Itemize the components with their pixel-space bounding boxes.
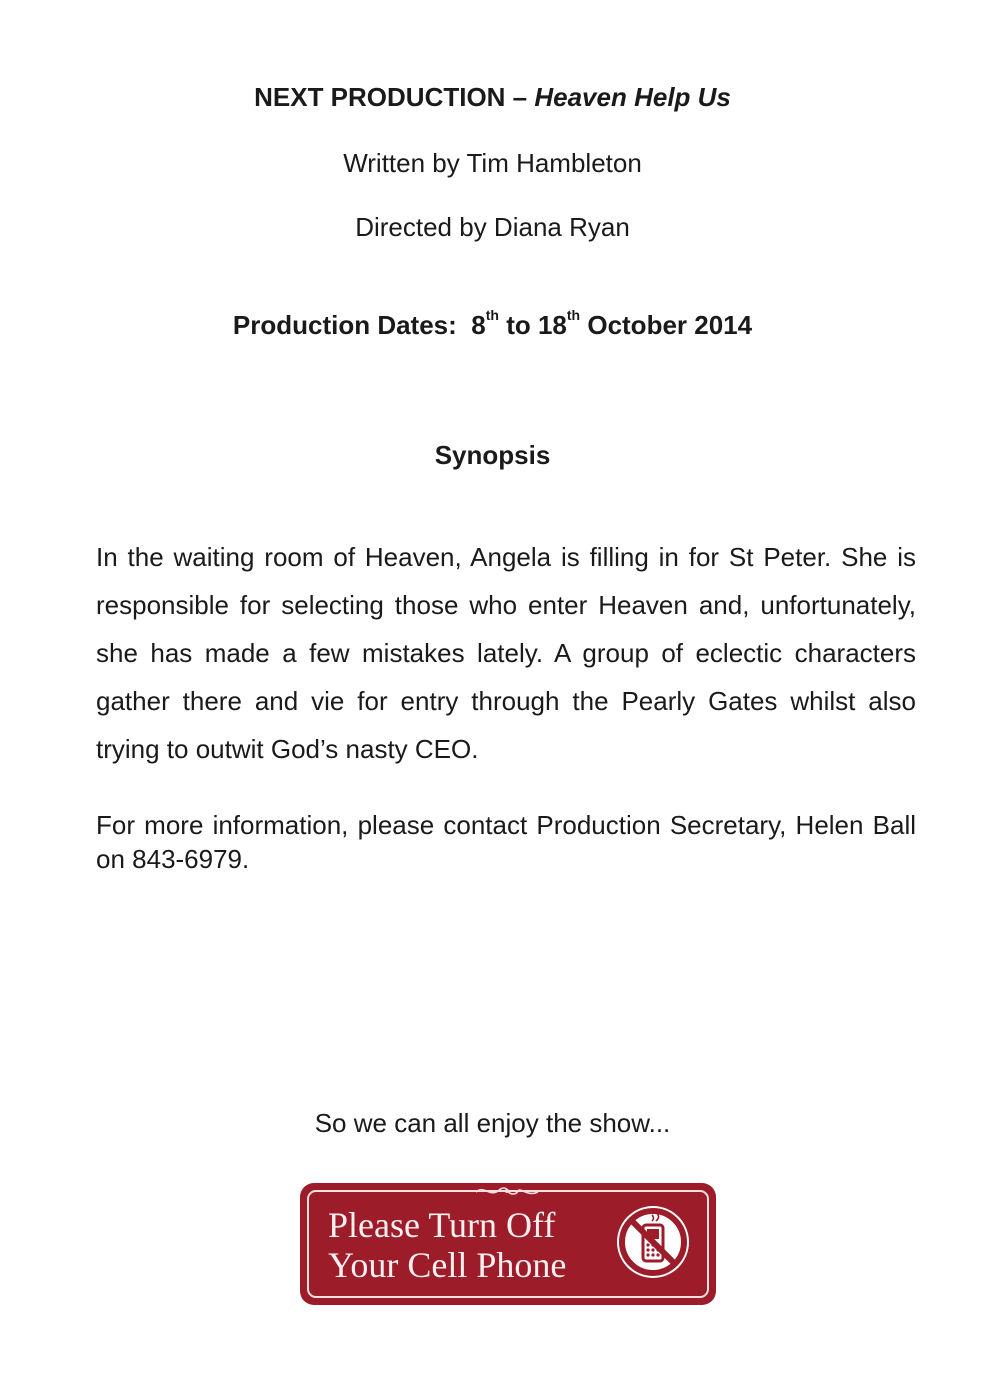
start-day: 8 [471,310,486,340]
contact-text: For more information, please contact Production Secretary, Helen Ball on 843-6979. [96,810,916,874]
play-title: Heaven Help Us [534,82,731,112]
cell-phone-sign [300,1183,716,1305]
dates-label: Production Dates: [232,310,457,340]
production-dates [0,307,985,341]
production-heading [0,82,985,113]
director-credit: Directed by Diana Ryan [355,212,630,242]
end-day: 18 [537,310,567,340]
end-day-suffix: th [566,307,581,324]
to-word: to [506,310,531,340]
writer-credit: Written by Tim Hambleton [343,148,642,178]
sign-text [328,1205,618,1285]
heading-prefix: NEXT PRODUCTION – [254,82,535,112]
sign-line-1: Please Turn Off [328,1205,556,1245]
month-year: October 2014 [587,310,753,340]
synopsis-title: Synopsis [434,440,551,470]
synopsis-body: In the waiting room of Heaven, Angela is filling in for St Peter. She is responsible for selecting those who enter Heaven and, unfortunately, she has made a few mistakes lately. A group of eclectic characters gather there and vie for entry through the Pearly Gates whilst also trying to outwit God’s nasty CEO. [96,542,916,764]
enjoy-show-text: So we can all enjoy the show... [314,1108,671,1138]
sign-line-2: Your Cell Phone [328,1245,567,1285]
no-cell-phone-icon [612,1201,694,1283]
flourish-ornament-icon [472,1183,542,1199]
start-day-suffix: th [485,307,499,324]
